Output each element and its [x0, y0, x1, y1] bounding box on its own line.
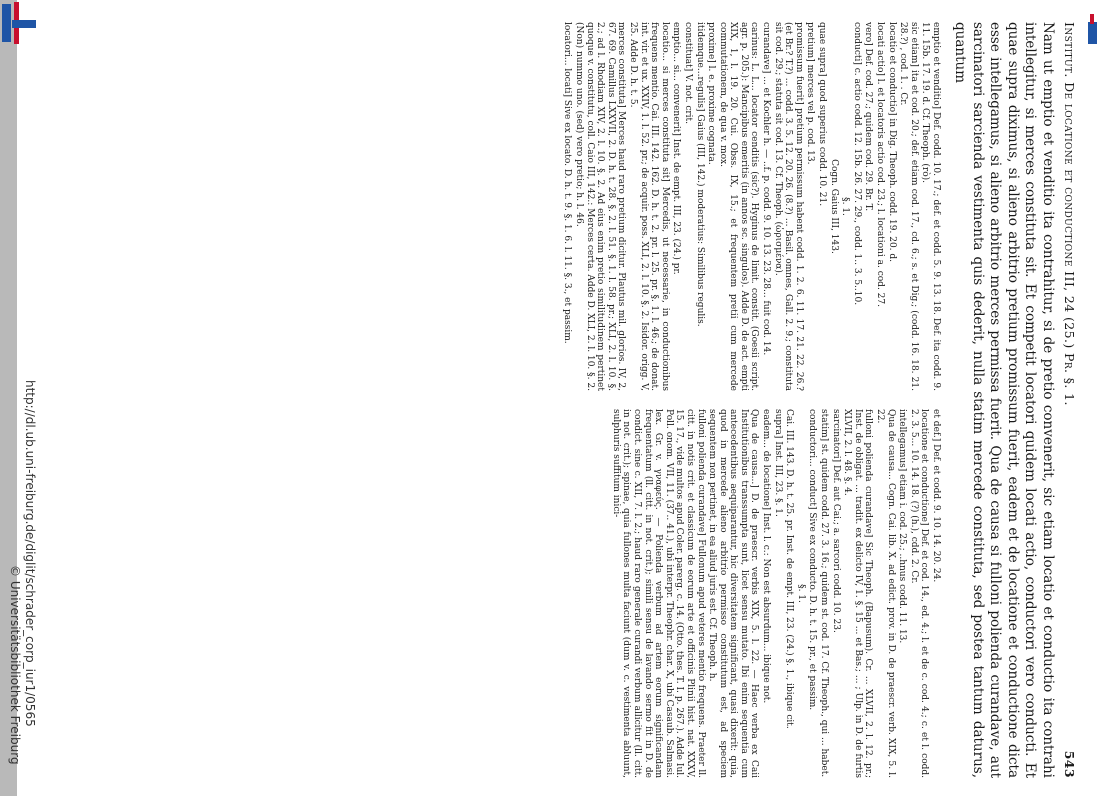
- note-entry: pretium] merces vel p. cod. 13.: [805, 22, 816, 165]
- note-entry: fulloni polienda curandave] Fullonum apud veteres mentio frequens. Praeter ll. citt. in notis crit. et classicum de eorum arte et officinis Plinii hist. nat. XXXV, 15. 17., vide multos apud Coler. parerg. c. 14. (Otto. thes. T. I. p. 267.). Adde Iul. Poll. onom. VII, 11. (37.. 41.), ubi interpr. Theophr. char. X, ubi Casaub. Salmasi. lex. Gr. v. γναφεύς. — Polienda verbum ad artem eorum significandam frequentatum (ll. citt. in not. crit.); simili sensu de lavando sermo fit in D. de condict. sine c. XII, 7. l. 2.; haud raro generale curandi verbum allicitur (ll. citt. in not. crit.); spinae, quia fullones multa faciunt (dum v. c. vestimenta abluunt, sulphuris suffitum inici-: [610, 409, 706, 778]
- note-entry: merces constituta] Merces haud raro pretium dicitur. Plautus mil. glorios. IV, 2, 67. 69. Camillus LXXVII, 2. D. h. t. 28. §. 2. l. 51. §. 1. l. 58. pr.; XLI, 2. l. 10. §. 2.; ad l. Rhodiam XIV, 2. l. 10. §. 2. Ad eius enim pretio similitudinem pertinet quoque v. constitutu, coll. Caio III, 142.: Merces certa. Adde D. XLI, 2. l. 10. §. 2. (Non) nummo uno. (sed) vero pretio; h. l. 46.: [574, 22, 627, 391]
- note-entry: constituat] V. not. crit.: [682, 22, 693, 125]
- note-entry: §. 1.: [840, 197, 851, 216]
- note-entry: itidemque...regulis] Gaius (III, 142.) moderatius: Similibus regulis.: [694, 22, 705, 327]
- note-entry: locati actio] l. et locatoris actio cod. 23.; l. locationi a. cod. 27.: [875, 22, 886, 307]
- page-number: 543: [1062, 750, 1077, 778]
- notes-columns: [561, 22, 941, 778]
- note-entry: eadem... de locatione] Inst. l. c.: Non est absurdum... ibique not.: [761, 409, 772, 704]
- note-entry: vero] Def. cod. 27.; quidem cod. 29. Br. T.: [863, 22, 874, 212]
- note-entry: Qua de causa...] D. de praescr. verbis XIX, 5. l. 22. — Haec verba ex Caii Institutionibus transsumpta sunt, licet sensu mutato. Ibi enim sequentia cum antecedentibus aequiparantur, hic diversitatem significant, quasi dixerit: quia, quod in mercede alieno arbitrio permisso constitutum est, ad speciem sequentem non pertinet, in ea aliud juris est. Cf. Theoph. h.: [707, 409, 760, 778]
- note-entry: proxime] l. e. proxime cognata.: [706, 22, 717, 165]
- main-body-text: Nam ut emptio et venditio ita contrahitur, si de pretio convenerit, sic etiam locatio et conductio ita contrahi intellegitur, si merces constituta sit. Et competit locatori quidem locati actio, conductori vero conducti. Et quae supra diximus, si alieno arbitrio pretium promissum fuerit, eadem et de locatione et conductione dicta esse intellegamus, si alieno arbitrio merces permissa fuerit. Qua de causa si fulloni polienda curandave, aut sarcinatori sarcienda vestimenta quis dederit, nulla statim mercede constituta, sed postea tantum daturus, quantum: [952, 22, 1056, 778]
- note-entry: carinus: L. L... locator cenditis (sic?). Hyginus de limit. constit. (Goesii script. agr. p. 205.): Mancipibus emeritis (in annos sc. singulos). Adde D. de act. empti XIX, 1, l. 19. 20. Cui. Obss. IX, 15.; et frequentem pretii cum mercede commutationem, de qua v. mox.: [717, 22, 760, 391]
- watermark-url: http://dl.ub.uni-freiburg.de/diglit/schrader_corp_iur1/0565: [23, 380, 37, 727]
- note-entry: Cogn. Gaius III, 143.: [828, 159, 839, 254]
- note-entry: locatio et conductio] in Dig. Theoph. codd. 19. 20. d.: [886, 22, 897, 263]
- note-entry: conducti] c. actio codd. 12. 15b. 26. 27. 29., codd. 1.. 3. 5..10.: [851, 22, 862, 306]
- note-entry: et def.] Def. et codd. 9. 10. 14. 20. 24.: [931, 409, 941, 583]
- note-entry: locatori... locati] Sive ex locato. D. h. t. 9. §. 1. 6. l. 11. §. 3., et passim.: [562, 22, 573, 344]
- note-entry: sic etiam] ita et cod. 20.; def. etiam cod. 17., cd. 6.; s. et Dig.; (codd. 16. 18. 21. 28.?) , cod. 1. . Cr.: [898, 22, 919, 391]
- note-entry: sarcinatori] Def. aut Cai.; a. sarcori codd. 10. 23.: [830, 409, 841, 633]
- notes-left-column: [561, 22, 941, 391]
- note-entry: Cai. III. 143. D. h. t. 25. pr. Inst. de empt. III, 23. (24.) §. 1., ibique cit.: [784, 409, 795, 729]
- note-entry: locatione et conductione] Def. et cod. 14., ed. 4.; l. et de c. cod. 4.; c. et l. codd. 2. 3. 5... 10. 14. 18. (?) (h.), cdd. 2. Cr.: [908, 409, 930, 778]
- note-entry: emptio et venditio] Def. codd. 10. 17.; def. et codd. 5. 9. 13. 18. Def. ita codd. 9. 11. 15b. 17. 19. d. Cf. Theoph. (rò).: [920, 22, 941, 391]
- note-entry: locatio... si merces constituta sit] Mercedis, ut necessarie, in conductionibus frequens mentio. Cai. III. 142. 162. D. h. t. 2. pr. l. 25. pr. §. 1. l. 46.; de donat. int. vir. et ux. XXIV, 1. l. 52. pr.; de acquir. poss. XLI, 2. l. 10. §. 2. Isidor. origg. V, 25. Adde D. h. t. 5.: [627, 22, 670, 391]
- running-head: [1062, 22, 1077, 778]
- note-entry: conductori... conduct] Sive ex conducto. D. h. t. 15. pr., et passim.: [807, 409, 818, 711]
- notes-right-column: [561, 409, 941, 778]
- note-entry: fulloni polienda curandave] Sic Theoph. (Bapusum). Cr. ... XLVII, 2. l. 12. pr.; Inst. de obligat. ... tradit. ex delicto IV, 1. §. 15 ... et Bas.; ... ; Ulp. in D. de furtis XLVII, 2. l. 48. §. 4.: [842, 409, 874, 778]
- running-head-title: Institut. De locatione et conductione III, 24 (25.) Pr. §. 1.: [1062, 22, 1077, 406]
- note-entry: quae supra] quod superius codd. 10. 21.: [817, 22, 828, 207]
- note-entry: §. 1.: [795, 584, 806, 603]
- note-entry: curandave] ... et Kochler h. — ..f. p. codd. 9. 10. 13. 23. 28... fuit cod. 14.: [761, 22, 772, 356]
- scanned-page: [117, 0, 1097, 796]
- watermark-copyright: © Universitätsbibliothek Freiburg: [8, 565, 22, 765]
- note-entry: statim] st. quidem codd. 27. 3. 16.; quidem st. cod. 17. Cf. Theoph., qui ... habet.: [819, 409, 830, 778]
- note-entry: emptio... si... convenerit] Inst. de empt. III, 23. (24.) pr.: [671, 22, 682, 275]
- note-entry: supra] Inst. III, 23. §. 1.: [772, 409, 783, 517]
- note-entry: Qua de causa... Cogn. Cai. lib. X. ad edict. prov. in D. de praescr. verb. XIX, 5. l. 22.: [875, 409, 896, 778]
- note-entry: promissum fuerit] pretium permissum habent codd. 1. 2. 6. 11. 17. 21. 22. 26.? (et Br.? T.?) ... codd. 3. 5. 12. 20. 26. (8.?) ... Basil. omnes, Gall. 2. 9.; constituta sit cod. 29.; statuta sit cod. 13. Cf. Theoph. (ὡρισμένα).: [772, 22, 804, 391]
- note-entry: intellegamus] etiam i. cod. 25.; ..hnus codd. 11. 13.: [897, 409, 908, 644]
